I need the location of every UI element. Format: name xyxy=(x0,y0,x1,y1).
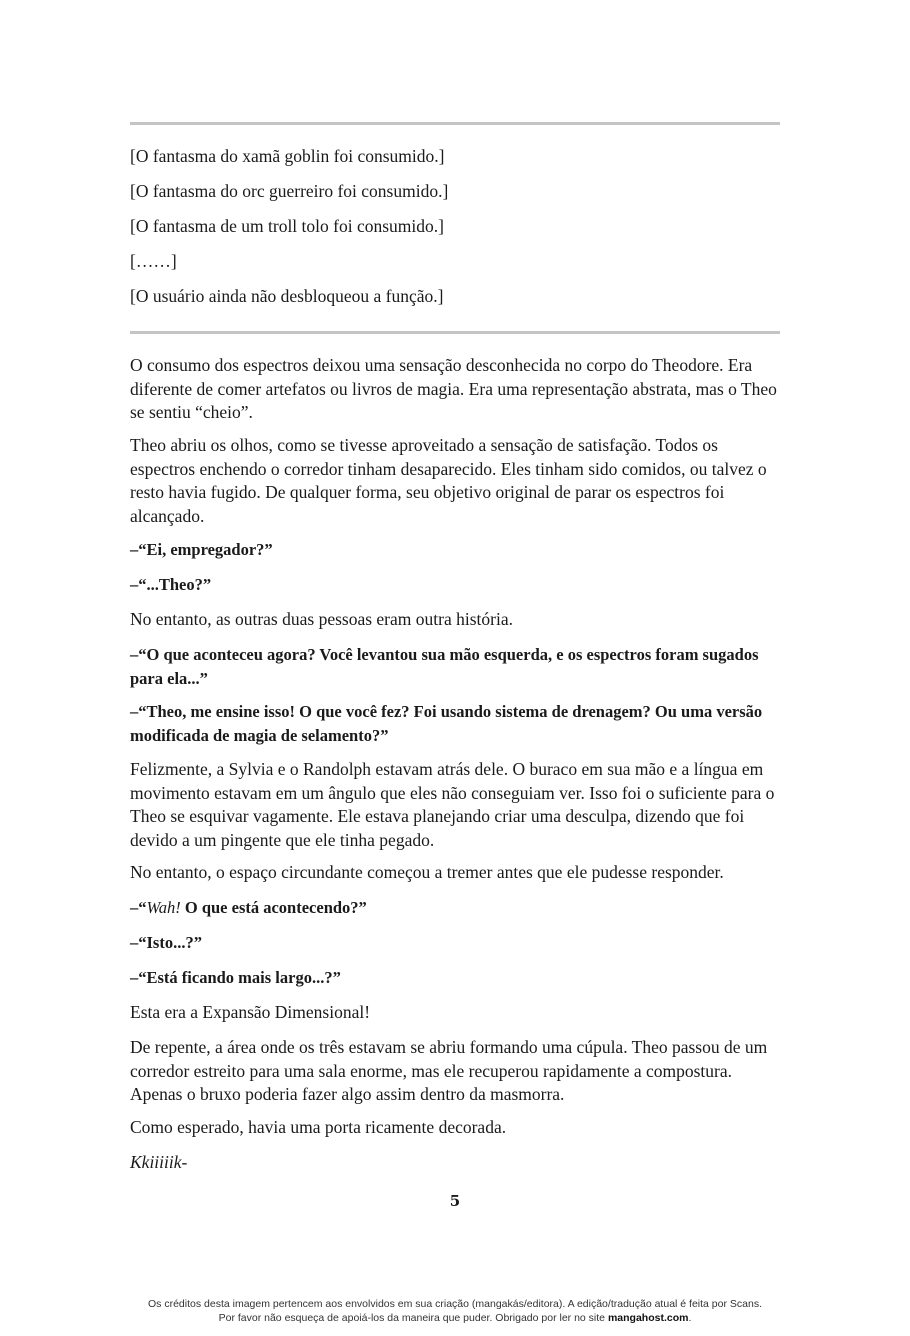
system-message: [……] xyxy=(130,251,177,271)
footer-support-end: . xyxy=(688,1312,692,1324)
system-message: [O fantasma de um troll tolo foi consumido.] xyxy=(130,216,444,236)
dialogue-line: –“Ei, empregador?” xyxy=(130,540,273,559)
system-message: [O fantasma do xamã goblin foi consumido.] xyxy=(130,146,445,166)
footer-support xyxy=(0,1311,910,1325)
body-paragraph: Theo abriu os olhos, como se tivesse aproveitado a sensação de satisfação. Todos os espectros enchendo o corredor tinham desaparecido. Eles tinham sido comidos, ou talvez o resto havia fugido. De qualquer forma, seu objetivo original de parar os espectros foi alcançado. xyxy=(130,435,767,526)
dialogue-exclamation: Wah! xyxy=(146,898,181,917)
body-paragraph: De repente, a área onde os três estavam se abriu formando uma cúpula. Theo passou de um corredor estreito para uma sala enorme, mas ele recuperou rapidamente a compostura. Apenas o bruxo poderia fazer algo assim dentro da masmorra. xyxy=(130,1037,768,1104)
body-paragraph: Felizmente, a Sylvia e o Randolph estavam atrás dele. O buraco em sua mão e a língua em movimento estavam em um ângulo que eles não conseguiam ver. Isso foi o suficiente para o Theo se esquivar vagamente. Ele estava planejando criar uma desculpa, dizendo que foi devido a um pingente que ele tinha pegado. xyxy=(130,759,775,850)
dialogue-line: –“Está ficando mais largo...?” xyxy=(130,968,341,987)
footer-site-link[interactable]: mangahost.com xyxy=(607,1312,689,1324)
body-paragraph: No entanto, o espaço circundante começou a tremer antes que ele pudesse responder. xyxy=(130,862,724,882)
dialogue-rest: O que está acontecendo?” xyxy=(180,898,367,917)
footer-support-text: Por favor não esqueça de apoiá-los da maneira que puder. Obrigado por ler no site xyxy=(218,1312,608,1324)
bottom-divider xyxy=(130,331,780,334)
footer-credits: Os créditos desta imagem pertencem aos envolvidos em sua criação (mangakás/editora). A edição/tradução atual é feita por Scans. xyxy=(148,1298,762,1310)
system-message: [O usuário ainda não desbloqueou a função.] xyxy=(130,286,444,306)
system-message: [O fantasma do orc guerreiro foi consumido.] xyxy=(130,181,449,201)
dialogue-prefix: –“ xyxy=(130,898,147,917)
dialogue-line: –“Isto...?” xyxy=(130,933,202,952)
dialogue-line xyxy=(130,896,780,920)
page-number: 5 xyxy=(449,1192,461,1210)
dialogue-line: –“O que aconteceu agora? Você levantou sua mão esquerda, e os espectros foram sugados para ela...” xyxy=(130,645,759,688)
dialogue-line: –“Theo, me ensine isso! O que você fez? Foi usando sistema de drenagem? Ou uma versão modificada de magia de selamento?” xyxy=(130,702,763,745)
top-divider xyxy=(130,122,780,125)
sound-effect: Kkiiiiik- xyxy=(130,1152,188,1172)
body-paragraph: O consumo dos espectros deixou uma sensação desconhecida no corpo do Theodore. Era diferente de comer artefatos ou livros de magia. Era uma representação abstrata, mas o Theo se sentiu “cheio”. xyxy=(130,355,777,422)
body-paragraph: No entanto, as outras duas pessoas eram outra história. xyxy=(130,609,513,629)
dialogue-line: –“...Theo?” xyxy=(130,575,212,594)
body-paragraph: Esta era a Expansão Dimensional! xyxy=(130,1002,371,1022)
body-paragraph: Como esperado, havia uma porta ricamente decorada. xyxy=(130,1117,507,1137)
